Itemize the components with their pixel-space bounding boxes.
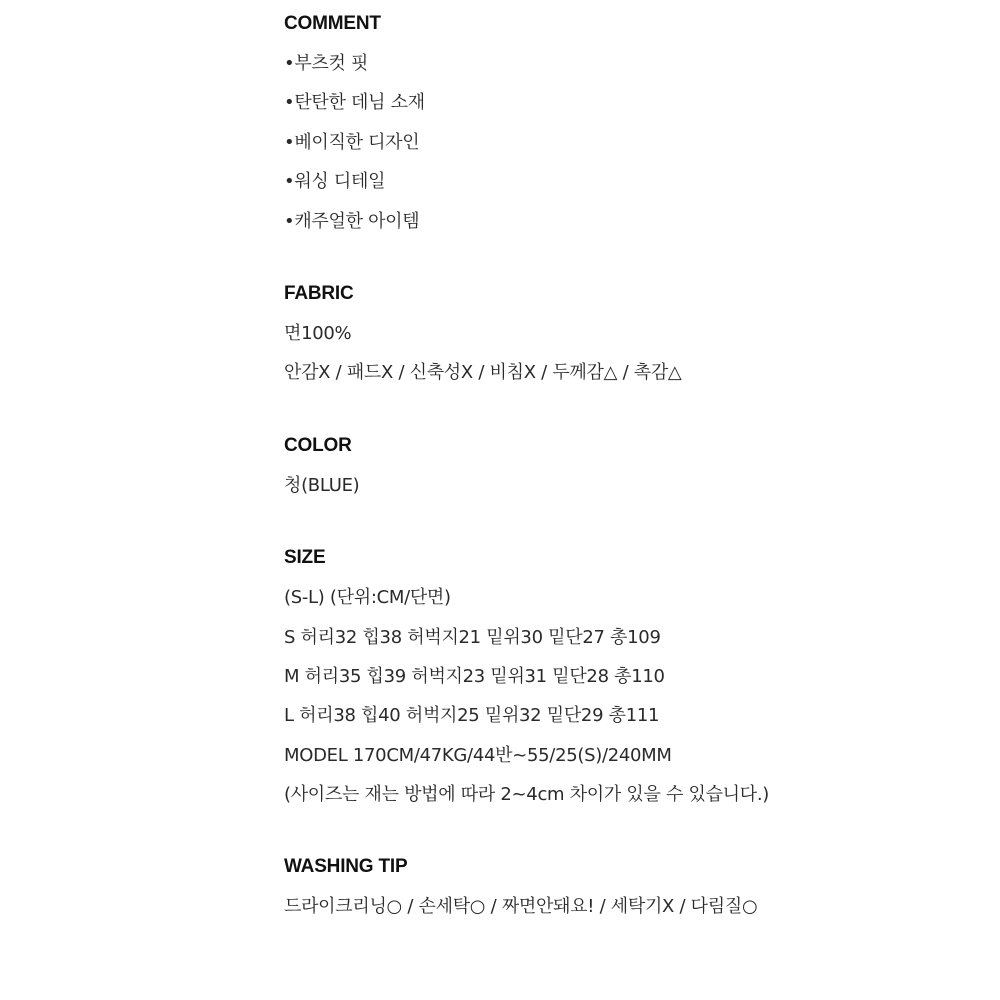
- size-row-s: S 허리32 힙38 허벅지21 밑위30 밑단27 총109: [284, 626, 661, 648]
- fabric-section: [284, 280, 884, 393]
- fabric-title: FABRIC: [284, 282, 354, 304]
- comment-section: [284, 10, 884, 241]
- comment-item: •베이직한 디자인: [284, 131, 420, 153]
- product-detail-info: [284, 10, 884, 927]
- comment-item: •워싱 디테일: [284, 171, 386, 193]
- color-section: [284, 432, 884, 505]
- fabric-composition: 면100%: [284, 322, 352, 344]
- size-disclaimer: (사이즈는 재는 방법에 따라 2~4cm 차이가 있을 수 있습니다.): [284, 784, 770, 806]
- color-title: COLOR: [284, 434, 352, 456]
- comment-item: •부츠컷 핏: [284, 53, 369, 74]
- comment-item: •캐주얼한 아이템: [284, 210, 420, 232]
- size-unit-note: (S-L) (단위:CM/단면): [284, 587, 451, 609]
- size-title: SIZE: [284, 547, 326, 569]
- washing-instructions: 드라이크리닝○ / 손세탁○ / 짜면안돼요! / 세탁기X / 다림질○: [284, 896, 758, 918]
- size-row-l: L 허리38 힙40 허벅지25 밑위32 밑단29 총111: [284, 705, 660, 727]
- fabric-properties: 안감X / 패드X / 신축성X / 비침X / 두께감△ / 촉감△: [284, 362, 682, 384]
- washing-title: WASHING TIP: [284, 856, 408, 878]
- comment-title: COMMENT: [284, 13, 381, 34]
- washing-section: [284, 853, 884, 926]
- color-value: 청(BLUE): [284, 474, 360, 496]
- size-row-m: M 허리35 힙39 허벅지23 밑위31 밑단28 총110: [284, 665, 665, 687]
- comment-item: •탄탄한 데님 소재: [284, 92, 425, 114]
- model-info: MODEL 170CM/47KG/44반~55/25(S)/240MM: [284, 744, 672, 766]
- size-section: [284, 544, 884, 814]
